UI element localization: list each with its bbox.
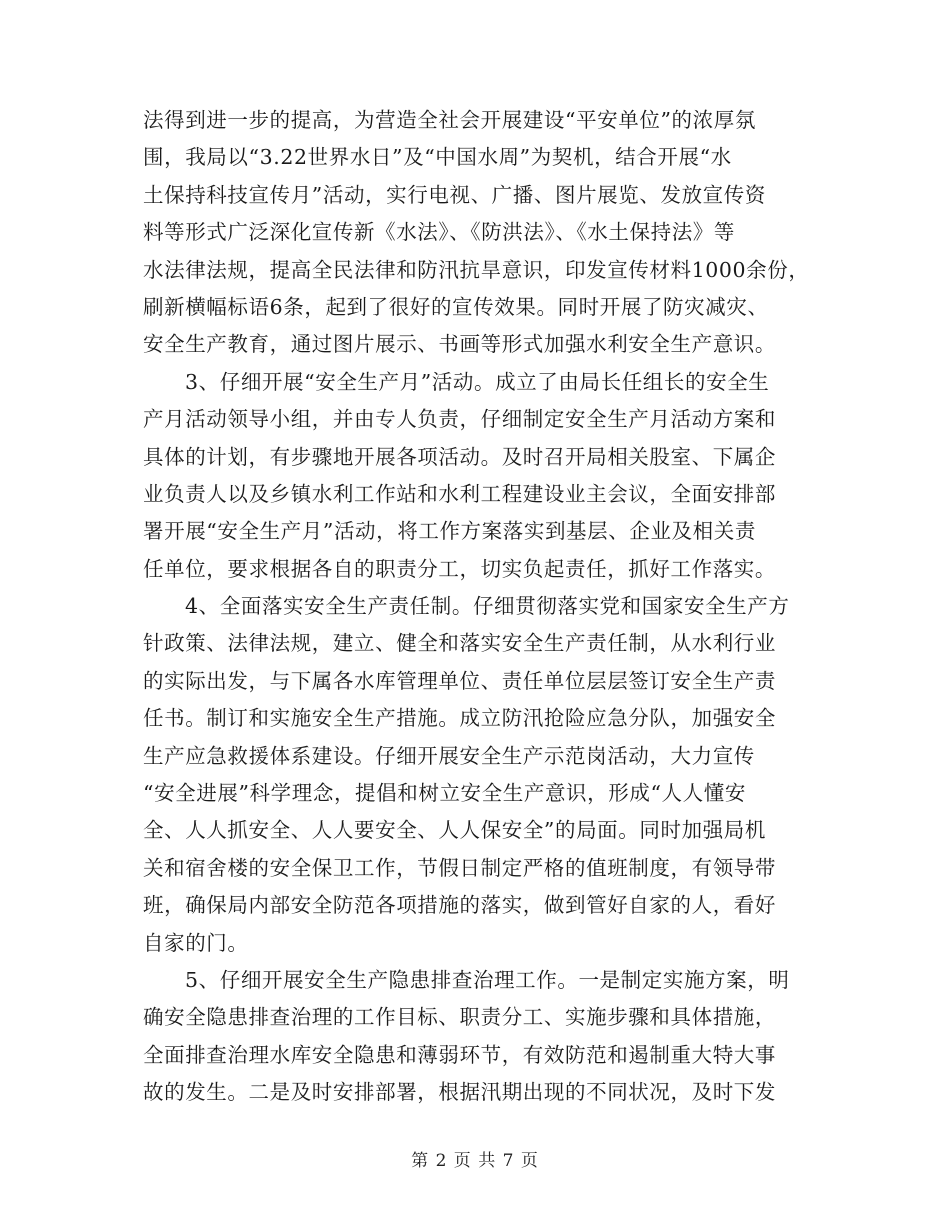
text-line: 土保持科技宣传月”活动，实行电视、广播、图片展览、发放宣传资 [143, 182, 766, 207]
document-body [143, 102, 815, 1112]
text-line: 班，确保局内部安全防范各项措施的落实，做到管好自家的人，看好 [143, 893, 776, 918]
text-line: 自家的门。 [143, 930, 249, 955]
text-line: 任单位，要求根据各自的职责分工，切实负起责任，抓好工作落实。 [143, 556, 776, 581]
text-line: 水法律法规，提高全民法律和防汛抗旱意识，印发宣传材料1000余份， [143, 257, 810, 282]
text-line: 业负责人以及乡镇水利工作站和水利工程建设业主会议，全面安排部 [143, 481, 776, 506]
text-line: 围，我局以“3.22世界水日”及“中国水周”为契机，结合开展“水 [143, 145, 732, 170]
text-line: 5、仔细开展安全生产隐患排查治理工作。一是制定实施方案，明 [185, 967, 790, 992]
text-line: “安全进展”科学理念，提倡和树立安全生产意识，形成“人人懂安 [143, 781, 746, 806]
page-footer: 第 2 页 共 7 页 [411, 1151, 539, 1171]
text-line: 刷新横幅标语6条，起到了很好的宣传效果。同时开展了防灾减灾、 [143, 294, 769, 319]
text-line: 针政策、法律法规，建立、健全和落实安全生产责任制，从水利行业 [143, 631, 776, 656]
text-line: 料等形式广泛深化宣传新《水法》、《防洪法》、《水土保持法》等 [143, 220, 735, 245]
text-line: 关和宿舍楼的安全保卫工作，节假日制定严格的值班制度，有领导带 [143, 855, 776, 880]
text-line: 的实际出发，与下属各水库管理单位、责任单位层层签订安全生产责 [143, 668, 776, 693]
text-line: 法得到进一步的提高，为营造全社会开展建设“平安单位”的浓厚氛 [143, 108, 756, 132]
text-line: 生产应急救援体系建设。仔细开展安全生产示范岗活动，大力宣传 [143, 743, 755, 768]
text-line: 4、全面落实安全生产责任制。仔细贯彻落实党和国家安全生产方 [185, 594, 790, 619]
text-line: 署开展“安全生产月”活动，将工作方案落实到基层、企业及相关责 [143, 519, 756, 544]
text-line: 全面排查治理水库安全隐患和薄弱环节，有效防范和遏制重大特大事 [143, 1042, 776, 1067]
text-line: 具体的计划，有步骤地开展各项活动。及时召开局相关股室、下属企 [143, 444, 776, 469]
text-line: 确安全隐患排查治理的工作目标、职责分工、实施步骤和具体措施， [143, 1005, 776, 1030]
text-line: 产月活动领导小组，并由专人负责，仔细制定安全生产月活动方案和 [143, 407, 776, 432]
text-line: 安全生产教育，通过图片展示、书画等形式加强水利安全生产意识。 [143, 332, 776, 357]
text-line: 故的发生。二是及时安排部署，根据汛期出现的不同状况，及时下发 [143, 1080, 776, 1105]
text-line: 3、仔细开展“安全生产月”活动。成立了由局长任组长的安全生 [185, 369, 770, 394]
text-line: 任书。制订和实施安全生产措施。成立防汛抢险应急分队，加强安全 [143, 706, 776, 731]
text-line: 全、人人抓安全、人人要安全、人人保安全”的局面。同时加强局机 [143, 818, 766, 843]
